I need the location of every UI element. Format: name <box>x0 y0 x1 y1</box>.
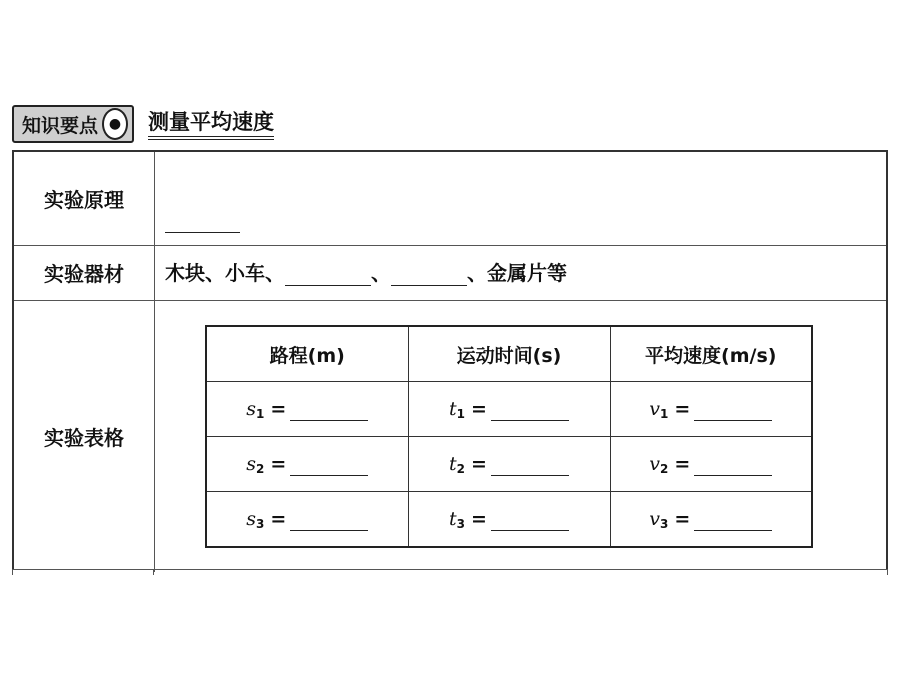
equipment-blank-1 <box>285 265 371 286</box>
principle-row <box>14 152 886 246</box>
left-border-tick <box>12 569 13 575</box>
section-header <box>12 104 274 144</box>
cell-s3: $s_3$ = <box>206 492 408 548</box>
cell-t3: $t_3$ = <box>408 492 610 548</box>
right-border-tick <box>887 569 888 575</box>
bullet-icon: ● <box>102 108 128 140</box>
measurement-header-row <box>206 326 812 382</box>
cell-v2: $v_2$ = <box>610 437 812 492</box>
header-speed: 平均速度(m/s) <box>610 326 812 382</box>
measurement-row <box>206 382 812 437</box>
cell-v1: $v_1$ = <box>610 382 812 437</box>
measurement-table <box>205 325 813 548</box>
principle-label: 实验原理 <box>14 152 155 245</box>
cell-s1: $s_1$ = <box>206 382 408 437</box>
header-distance: 路程(m) <box>206 326 408 382</box>
badge-label: 知识要点 <box>22 114 99 137</box>
table-label: 实验表格 <box>14 300 155 572</box>
measurement-row <box>206 492 812 548</box>
header-time: 运动时间(s) <box>408 326 610 382</box>
principle-blank <box>165 212 240 233</box>
divider-tick <box>153 569 154 575</box>
cell-v3: $v_3$ = <box>610 492 812 548</box>
equipment-content <box>155 245 886 300</box>
equipment-text-2: 、金属片等 <box>467 261 567 285</box>
measurement-row <box>206 437 812 492</box>
cell-t1: $t_1$ = <box>408 382 610 437</box>
table-bottom-border <box>12 569 888 570</box>
equipment-sep: 、 <box>371 261 391 285</box>
equipment-row <box>14 245 886 301</box>
principle-content <box>155 152 886 245</box>
cell-s2: $s_2$ = <box>206 437 408 492</box>
equipment-blank-2 <box>391 265 467 286</box>
knowledge-points-badge <box>12 105 134 143</box>
equipment-label: 实验器材 <box>14 245 155 300</box>
equipment-text-1: 木块、小车、 <box>165 261 285 285</box>
section-title: 测量平均速度 <box>148 109 274 140</box>
cell-t2: $t_2$ = <box>408 437 610 492</box>
